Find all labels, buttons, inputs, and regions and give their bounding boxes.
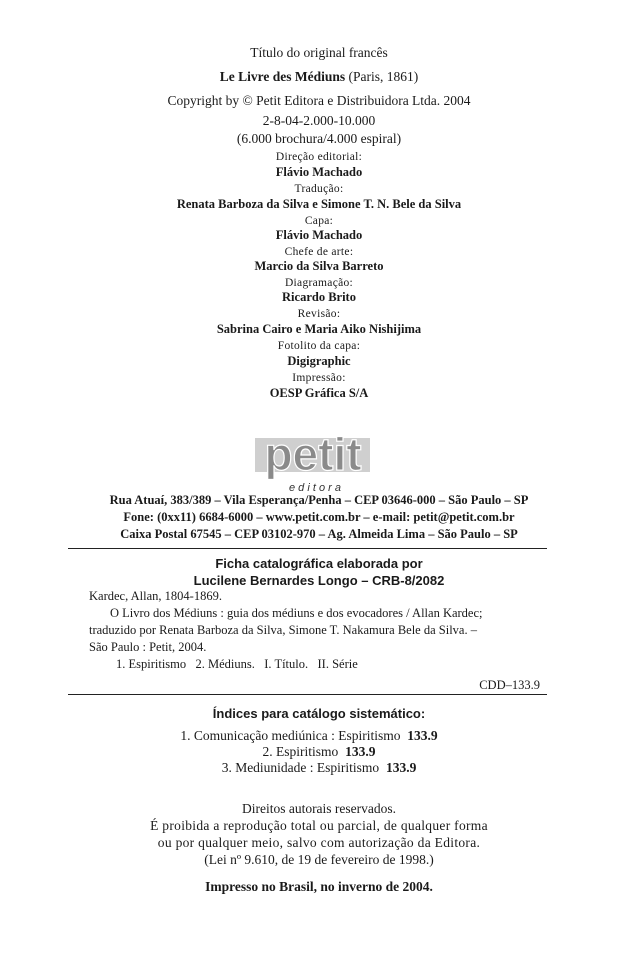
credit-name: Ricardo Brito <box>282 290 356 304</box>
credit-name: Flávio Machado <box>275 165 363 179</box>
address-line: Rua Atuaí, 383/389 – Vila Esperança/Penha – CEP 03646-000 – São Paulo – SP <box>109 493 529 507</box>
logo-wordmark: petit <box>264 428 362 480</box>
catalog-entry-line: O Livro dos Médiuns : guia dos médiuns e dos evocadores / Allan Kardec; <box>110 606 483 620</box>
credit-role: Direção editorial: <box>275 151 363 163</box>
original-title: Le Livre des Médiuns <box>219 69 346 84</box>
rights-line: (Lei nº 9.610, de 19 de fevereiro de 1998.) <box>204 852 434 867</box>
index-item <box>0 761 638 776</box>
index-item <box>0 745 638 760</box>
index-label: 3. Mediunidade : Espiritismo <box>221 760 380 775</box>
catalog-subjects: 1. Espiritismo 2. Médiuns. I. Título. II. Série <box>116 657 358 671</box>
index-label: 2. Espiritismo <box>262 744 339 759</box>
original-title-suffix: (Paris, 1861) <box>345 69 419 84</box>
rights-line: É proibida a reprodução total ou parcial, de qualquer forma <box>150 818 488 833</box>
catalog-librarian: Lucilene Bernardes Longo – CRB-8/2082 <box>193 573 445 588</box>
credit-role: Diagramação: <box>284 277 354 289</box>
index-item <box>0 729 628 744</box>
catalog-title: Ficha catalográfica elaborada por <box>215 556 423 571</box>
address-line: Caixa Postal 67545 – CEP 03102-970 – Ag. Almeida Lima – São Paulo – SP <box>120 527 518 541</box>
index-code: 133.9 <box>407 728 438 743</box>
isbn-code: 2-8-04-2.000-10.000 <box>262 113 376 128</box>
credit-name: Sabrina Cairo e Maria Aiko Nishijima <box>216 322 422 336</box>
catalog-entry-line: Kardec, Allan, 1804-1869. <box>89 589 222 603</box>
credit-name: Renata Barboza da Silva e Simone T. N. Bele da Silva <box>176 197 462 211</box>
credit-name: Marcio da Silva Barreto <box>254 259 384 273</box>
original-title-line <box>0 70 638 85</box>
credit-role: Fotolito da capa: <box>277 340 361 352</box>
credit-name: Digigraphic <box>287 354 351 368</box>
petit-logo-graphic <box>255 426 370 498</box>
catalog-entry-line: São Paulo : Petit, 2004. <box>89 640 207 654</box>
index-label: 1. Comunicação mediúnica : Espiritismo <box>180 728 401 743</box>
credit-role: Capa: <box>304 215 334 227</box>
credit-name: OESP Gráfica S/A <box>269 386 369 400</box>
credit-role: Chefe de arte: <box>284 246 354 258</box>
petit-editora-logo <box>255 426 370 498</box>
indices-title: Índices para catálogo sistemático: <box>212 706 426 721</box>
catalog-cdd: CDD–133.9 <box>479 678 540 692</box>
index-code: 133.9 <box>345 744 376 759</box>
credit-role: Revisão: <box>297 308 341 320</box>
credit-role: Impressão: <box>292 372 346 384</box>
divider <box>68 548 547 549</box>
copyright-line: Copyright by © Petit Editora e Distribuidora Ltda. 2004 <box>167 93 471 108</box>
divider <box>68 694 547 695</box>
catalog-entry-line: traduzido por Renata Barboza da Silva, Simone T. Nakamura Bele da Silva. – <box>89 623 477 637</box>
print-run: (6.000 brochura/4.000 espiral) <box>236 131 402 146</box>
rights-line: Direitos autorais reservados. <box>241 801 397 816</box>
rights-line: ou por qualquer meio, salvo com autorização da Editora. <box>157 835 481 850</box>
credit-name: Flávio Machado <box>275 228 363 242</box>
original-title-label: Título do original francês <box>250 45 388 60</box>
logo-subtitle: e d i t o r a <box>289 482 341 494</box>
address-line: Fone: (0xx11) 6684-6000 – www.petit.com.br – e-mail: petit@petit.com.br <box>123 510 515 524</box>
credit-role: Tradução: <box>294 183 344 195</box>
index-code: 133.9 <box>385 760 417 775</box>
printed-in-note: Impresso no Brasil, no inverno de 2004. <box>205 879 433 894</box>
